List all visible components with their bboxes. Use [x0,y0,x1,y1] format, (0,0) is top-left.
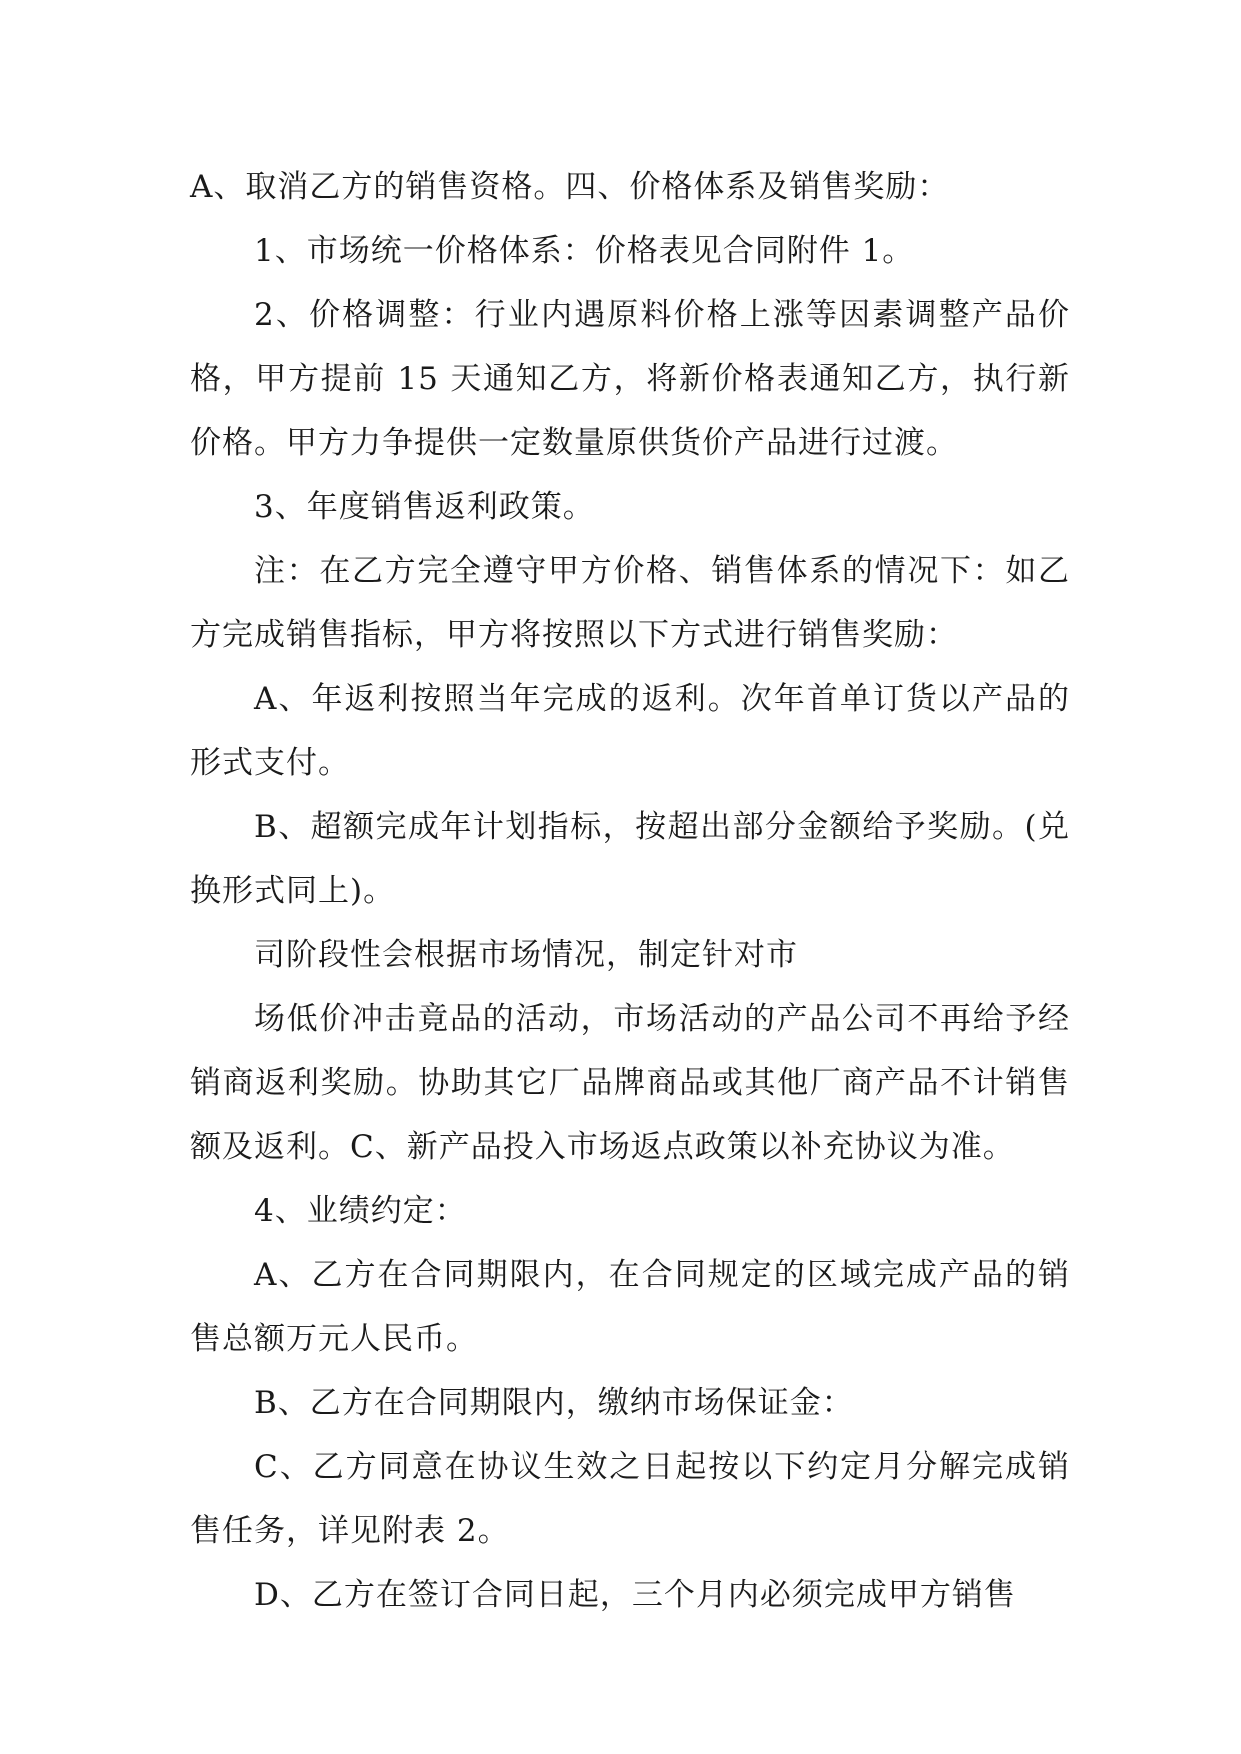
paragraph-10: 4、业绩约定： [254,1193,467,1229]
paragraph-1: A、取消乙方的销售资格。四、价格体系及销售奖励： [190,169,950,205]
paragraph-11: A、乙方在合同期限内，在合同规定的区域完成产品的销售总额万元人民币。 [190,1257,1070,1357]
paragraph-3: 2、价格调整：行业内遇原料价格上涨等因素调整产品价格，甲方提前 15 天通知乙方，将新价格表通知乙方，执行新价格。甲方力争提供一定数量原供货价产品进行过渡。 [190,297,1070,461]
paragraph-6: A、年返利按照当年完成的返利。次年首单订货以产品的形式支付。 [190,681,1070,781]
paragraph-9: 场低价冲击竟品的活动，市场活动的产品公司不再给予经销商返利奖励。协助其它厂品牌商品或其他厂商产品不计销售额及返利。C、新产品投入市场返点政策以补充协议为准。 [190,1001,1070,1165]
paragraph-2: 1、市场统一价格体系：价格表见合同附件 1。 [254,233,915,269]
paragraph-4: 3、年度销售返利政策。 [254,489,595,525]
paragraph-13: C、乙方同意在协议生效之日起按以下约定月分解完成销售任务，详见附表 2。 [190,1449,1070,1549]
paragraph-14: D、乙方在签订合同日起，三个月内必须完成甲方销售 [254,1577,1016,1613]
paragraph-8: 司阶段性会根据市场情况，制定针对市 [254,937,798,973]
paragraph-12: B、乙方在合同期限内，缴纳市场保证金： [254,1385,854,1421]
document-body [190,155,1070,1627]
paragraph-7: B、超额完成年计划指标，按超出部分金额给予奖励。(兑换形式同上)。 [190,809,1070,909]
paragraph-5: 注：在乙方完全遵守甲方价格、销售体系的情况下：如乙方完成销售指标，甲方将按照以下方式进行销售奖励： [190,553,1070,653]
